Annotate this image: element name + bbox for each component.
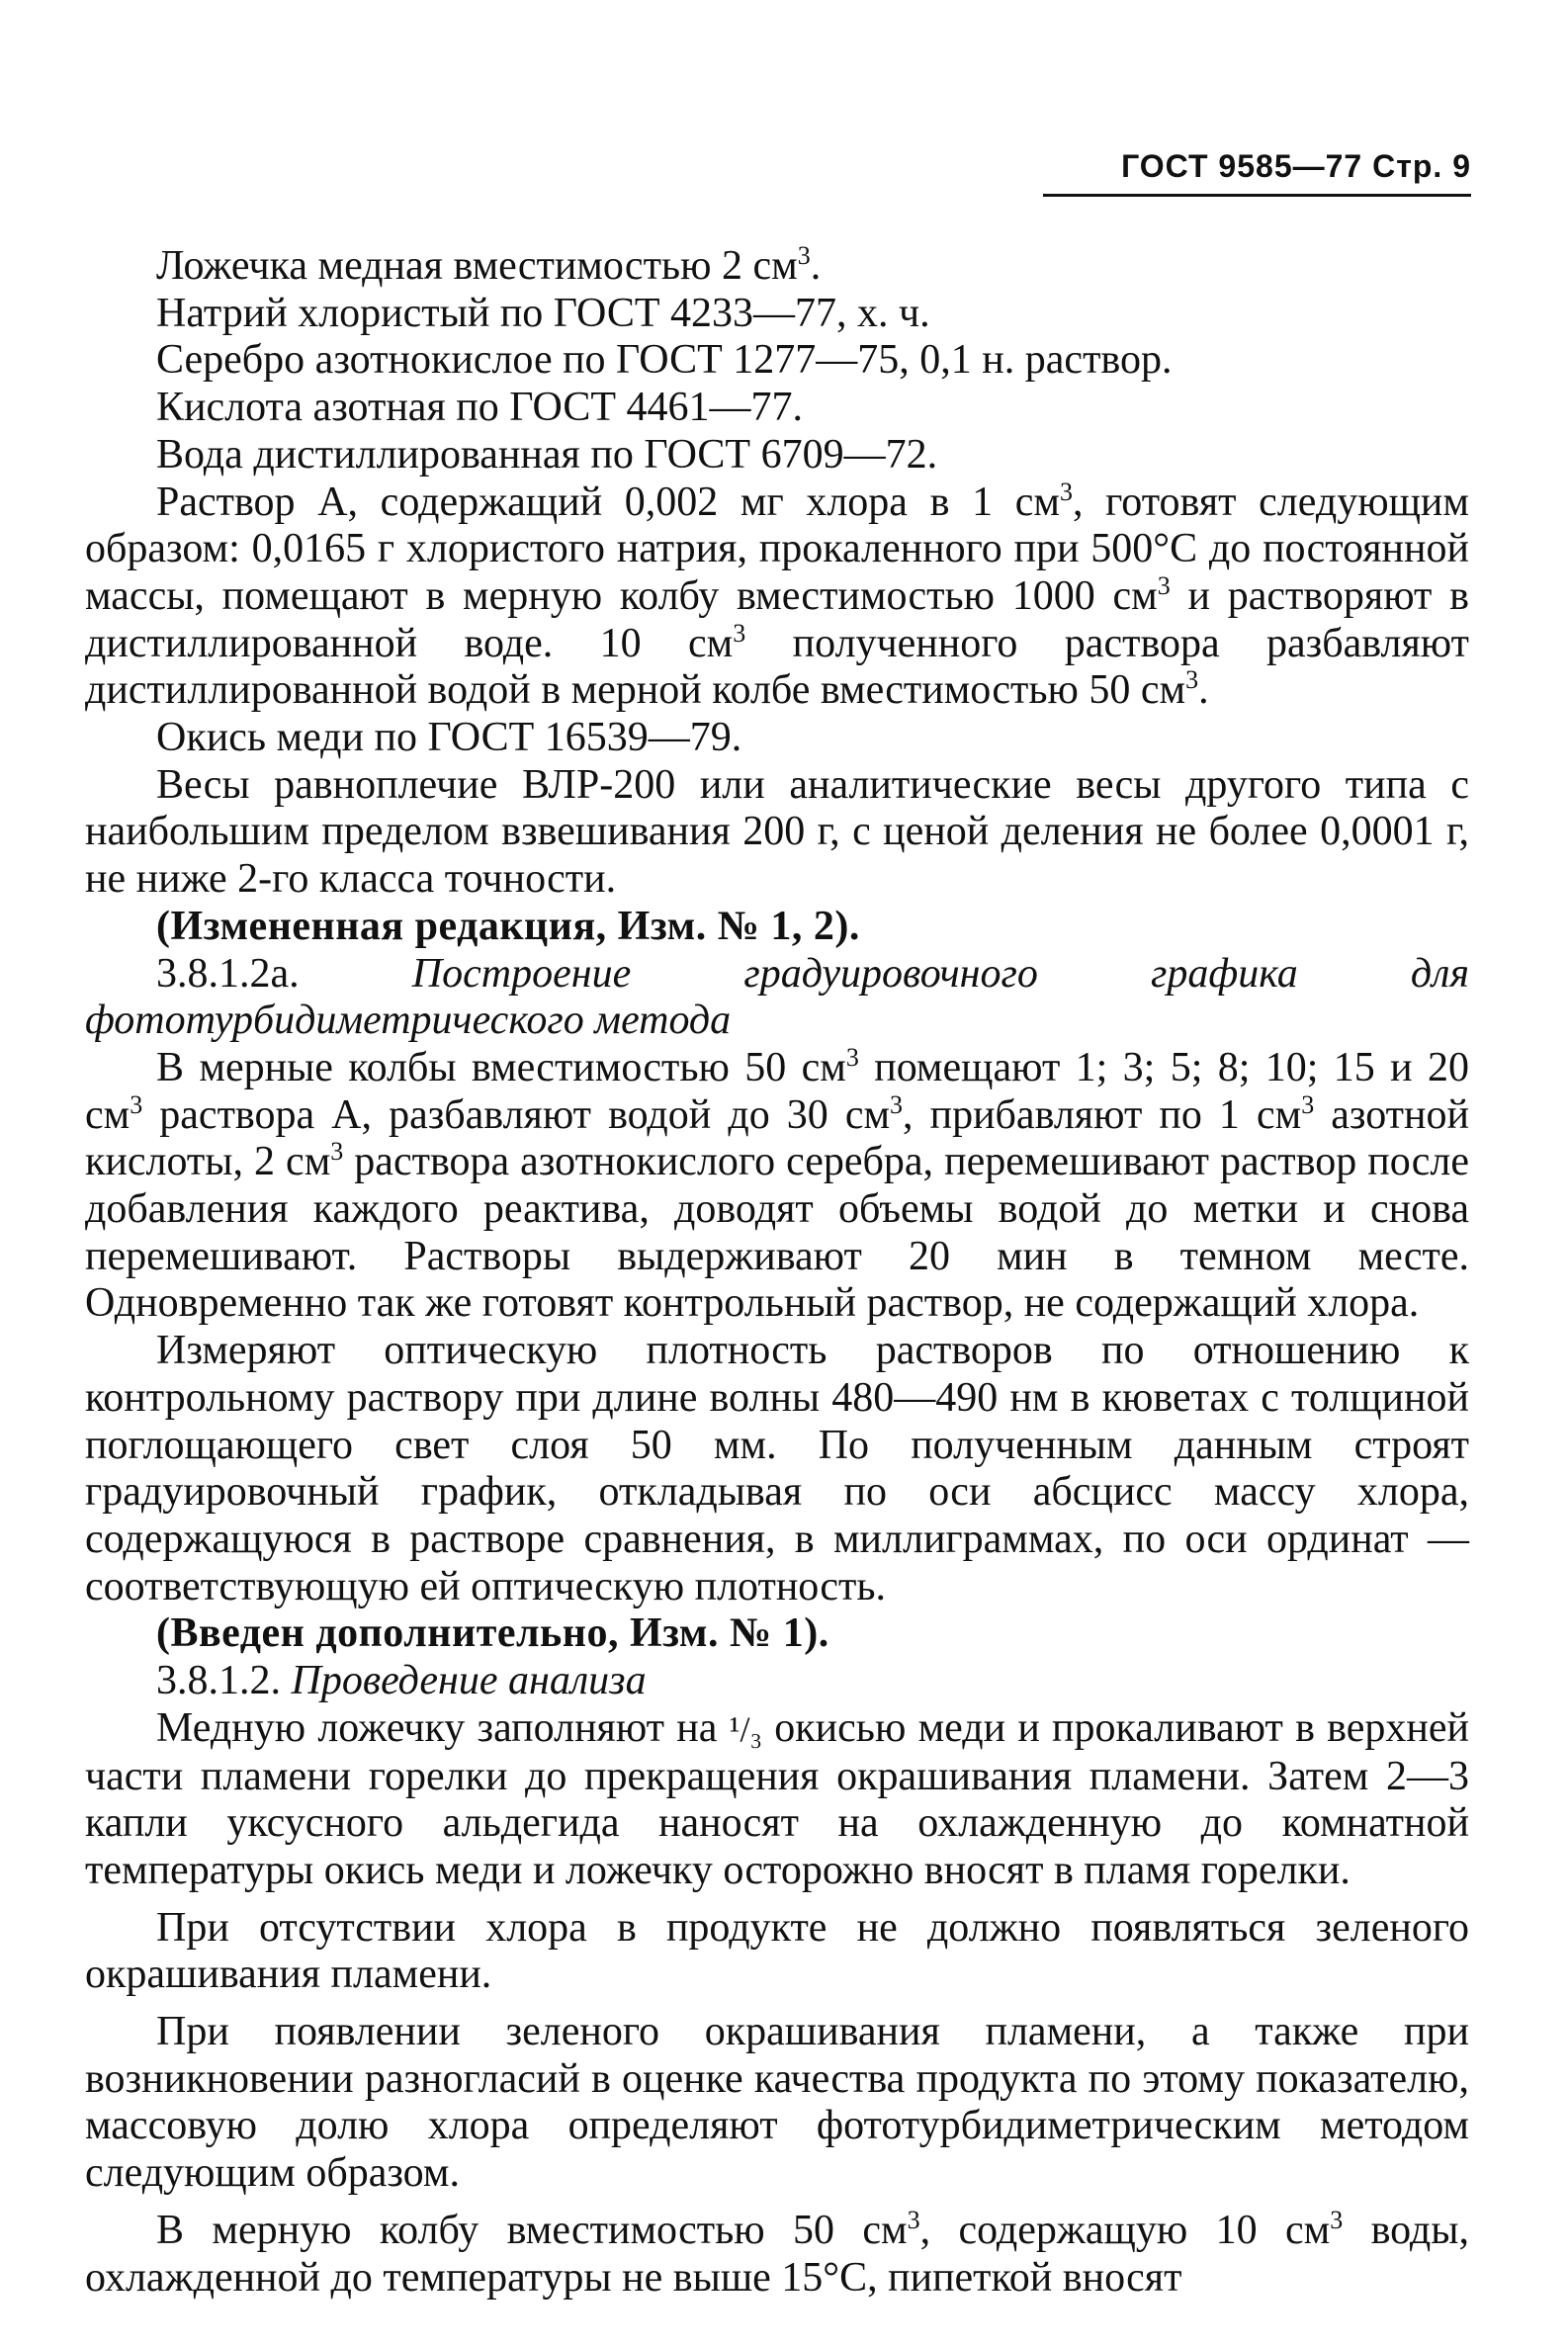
amendment-note-1: (Измененная редакция, Изм. № 1, 2). (156, 903, 860, 949)
paragraph-copper-spoon-procedure: Медную ложечку заполняют на ¹/₃ окисью меди и прокаливают в верхней части пламени горелки до прекращения окрашивания пламени. Затем 2—3 капли уксусного альдегида наносят на охлажденную до комнатной температуры окись меди и ложечку осторожно вносят в пламя горелки. (85, 1704, 1469, 1893)
paragraph-balance: Весы равноплечие ВЛР-200 или аналитические весы другого типа с наибольшим пределом взвешивания 200 г, с ценой деления не более 0,0001 г, не ниже 2-го класса точности. (85, 761, 1469, 903)
section-number: 3.8.1.2а. (156, 950, 300, 997)
amendment-note-2: (Введен дополнительно, Изм. № 1). (156, 1610, 829, 1657)
section-heading-calibration (85, 951, 1469, 1045)
page-header: ГОСТ 9585—77 Стр. 9 (1121, 148, 1471, 184)
paragraph-solution-a: Раствор А, содержащий 0,002 мг хлора в 1 $см^3$, готовят следующим образом: 0,0165 г хлористого натрия, прокаленного при 500°С до постоянной массы, помещают в мерную колбу вместимостью 1000 $см^3$ и растворяют в дистиллированной воде. 10 $см^3$ полученного раствора разбавляют дистиллированной водой в мерной колбе вместимостью 50 $см^3$. (85, 477, 1469, 714)
paragraph-no-chlorine: При отсутствии хлора в продукте не должно появляться зеленого окрашивания пламени. (85, 1904, 1469, 1998)
paragraph-distilled-water: Вода дистиллированная по ГОСТ 6709—72. (156, 431, 938, 478)
paragraph-nitric-acid: Кислота азотная по ГОСТ 4461—77. (156, 385, 803, 431)
paragraph-silver-nitrate: Серебро азотнокислое по ГОСТ 1277—75, 0,1 н. раствор. (156, 337, 1173, 384)
section-title: Построение градуировочного графика для фототурбидиметрического метода (85, 950, 1469, 1044)
section-title: Проведение анализа (291, 1658, 647, 1704)
paragraph-volumetric-flask: В мерную колбу вместимостью 50 $см^3$, содержащую 10 $см^3$ воды, охлажденной до температуры не выше 15°С, пипеткой вносят (85, 2205, 1470, 2301)
paragraph-optical-density: Измеряют оптическую плотность растворов по отношению к контрольному раствору при длине волны 480—490 нм в кюветах с толщиной поглощающего свет слоя 50 мм. По полученным данным строят градуировочный график, откладывая по оси абсцисс массу хлора, содержащуюся в растворе сравнения, в миллиграммах, по оси ординат — соответствующую ей оптическую плотность. (85, 1328, 1469, 1609)
paragraph-green-coloration: При появлении зеленого окрашивания пламени, а также при возникновении разногласий в оценке качества продукта по этому показателю, массовую долю хлора определяют фототурбидиметрическим методом следующим образом. (85, 2009, 1469, 2197)
document-body (85, 243, 1469, 2302)
paragraph-copper-oxide: Окись меди по ГОСТ 16539—79. (156, 715, 742, 761)
paragraph-sodium-chloride: Натрий хлористый по ГОСТ 4233—77, х. ч. (156, 290, 930, 336)
paragraph-calibration-procedure: В мерные колбы вместимостью 50 $см^3$ помещают 1; 3; 5; 8; 10; 15 и 20 $см^3$ раствора А, разбавляют водой до 30 $см^3$, прибавляют по 1 $см^3$ азотной кислоты, 2 $см^3$ раствора азотнокислого серебра, перемешивают раствор после добавления каждого реактива, доводят объемы водой до метки и снова перемешивают. Растворы выдерживают 20 мин в темном месте. Одновременно так же готовят контрольный раствор, не содержащий хлора. (85, 1042, 1469, 1327)
paragraph-spoon: Ложечка медная вместимостью 2 $см^3$. (156, 241, 822, 289)
section-heading-analysis (85, 1658, 1469, 1705)
section-number: 3.8.1.2. (156, 1658, 281, 1704)
header-rule (1043, 194, 1471, 197)
